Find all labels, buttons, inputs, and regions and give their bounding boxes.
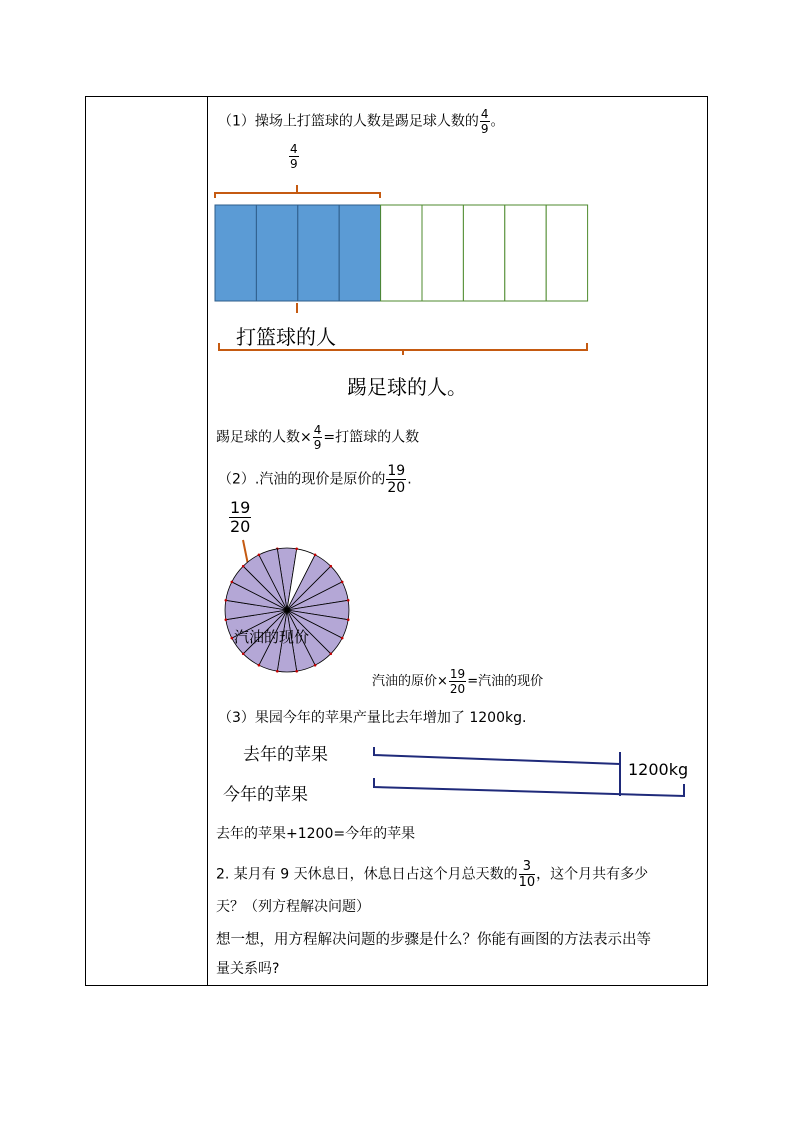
q3-statement: （3）果园今年的苹果产量比去年增加了 1200kg. xyxy=(218,710,527,726)
q4-statement: 2. 某月有 9 天休息日，休息日占这个月总天数的 $\frac{3}{10}$ ，这个月共有多少 xyxy=(216,859,649,890)
bar-segment-shaded xyxy=(256,205,297,301)
pie-rim-dot xyxy=(341,581,344,584)
bar-segment-shaded xyxy=(215,205,256,301)
q3-this-year-bracket xyxy=(374,778,684,796)
pie-rim-dot xyxy=(242,565,245,568)
pie-rim-dot xyxy=(295,548,298,551)
pie-rim-dot xyxy=(225,599,228,602)
pie-rim-dot xyxy=(258,664,261,667)
pie-rim-dot xyxy=(242,653,245,656)
q1-statement: （1）操场上打篮球的人数是踢足球人数的 $\frac{4}{9}$ 。 xyxy=(218,107,505,136)
q4-think-line1: 想一想，用方程解决问题的步骤是什么？你能有画图的方法表示出等 xyxy=(216,932,651,948)
bar-segment-shaded xyxy=(298,205,339,301)
pie-rim-dot xyxy=(347,618,350,621)
q1-bar-model xyxy=(215,205,588,301)
q1-football-label: 踢足球的人。 xyxy=(347,375,467,399)
pie-rim-dot xyxy=(231,581,234,584)
bar-segment-shaded xyxy=(339,205,380,301)
q1-label: （1）操场上打篮球的人数是踢足球人数的 xyxy=(218,113,479,130)
q1-basketball-label: 打篮球的人 xyxy=(236,325,336,349)
pie-rim-dot xyxy=(330,565,333,568)
pie-rim-dot xyxy=(276,670,279,673)
bar-segment-empty xyxy=(381,205,422,301)
bar-segment-empty xyxy=(505,205,546,301)
bar-segment-empty xyxy=(546,205,587,301)
q2-pie-label: 汽油的现价 xyxy=(234,628,310,646)
pie-rim-dot xyxy=(258,554,261,557)
pie-rim-dot xyxy=(341,637,344,640)
q3-this-year-label: 今年的苹果 xyxy=(223,785,308,805)
q2-relation: 汽油的原价× $\frac{19}{20}$ =汽油的现价 xyxy=(372,667,544,696)
q2-pie-chart xyxy=(225,548,350,673)
q2-statement: （2）.汽油的现价是原价的 $\frac{19}{20}$ . xyxy=(218,463,412,496)
q4-line2: 天？（列方程解决问题） xyxy=(216,899,370,915)
q4-think-line2: 量关系吗? xyxy=(216,961,280,977)
pie-rim-dot xyxy=(314,554,317,557)
q1-top-fraction: $\frac{4}{9}$ xyxy=(290,142,298,171)
q3-last-year-label: 去年的苹果 xyxy=(243,745,328,765)
bar-segment-empty xyxy=(463,205,504,301)
pie-rim-dot xyxy=(225,618,228,621)
q3-relation: 去年的苹果+1200=今年的苹果 xyxy=(216,826,416,842)
q1-relation: 踢足球的人数× $\frac{4}{9}$ =打篮球的人数 xyxy=(216,423,420,452)
bar-segment-empty xyxy=(422,205,463,301)
pie-rim-dot xyxy=(330,653,333,656)
pie-rim-dot xyxy=(314,664,317,667)
q2-pie-fraction: $\frac{19}{20}$ xyxy=(230,498,251,536)
q3-increase-label: 1200kg xyxy=(628,760,689,779)
pie-rim-dot xyxy=(231,637,234,640)
q1-fraction: $\frac{4}{9}$ xyxy=(480,107,489,136)
q1-top-brace xyxy=(215,185,380,198)
pie-rim-dot xyxy=(347,599,350,602)
pie-rim-dot xyxy=(295,670,298,673)
